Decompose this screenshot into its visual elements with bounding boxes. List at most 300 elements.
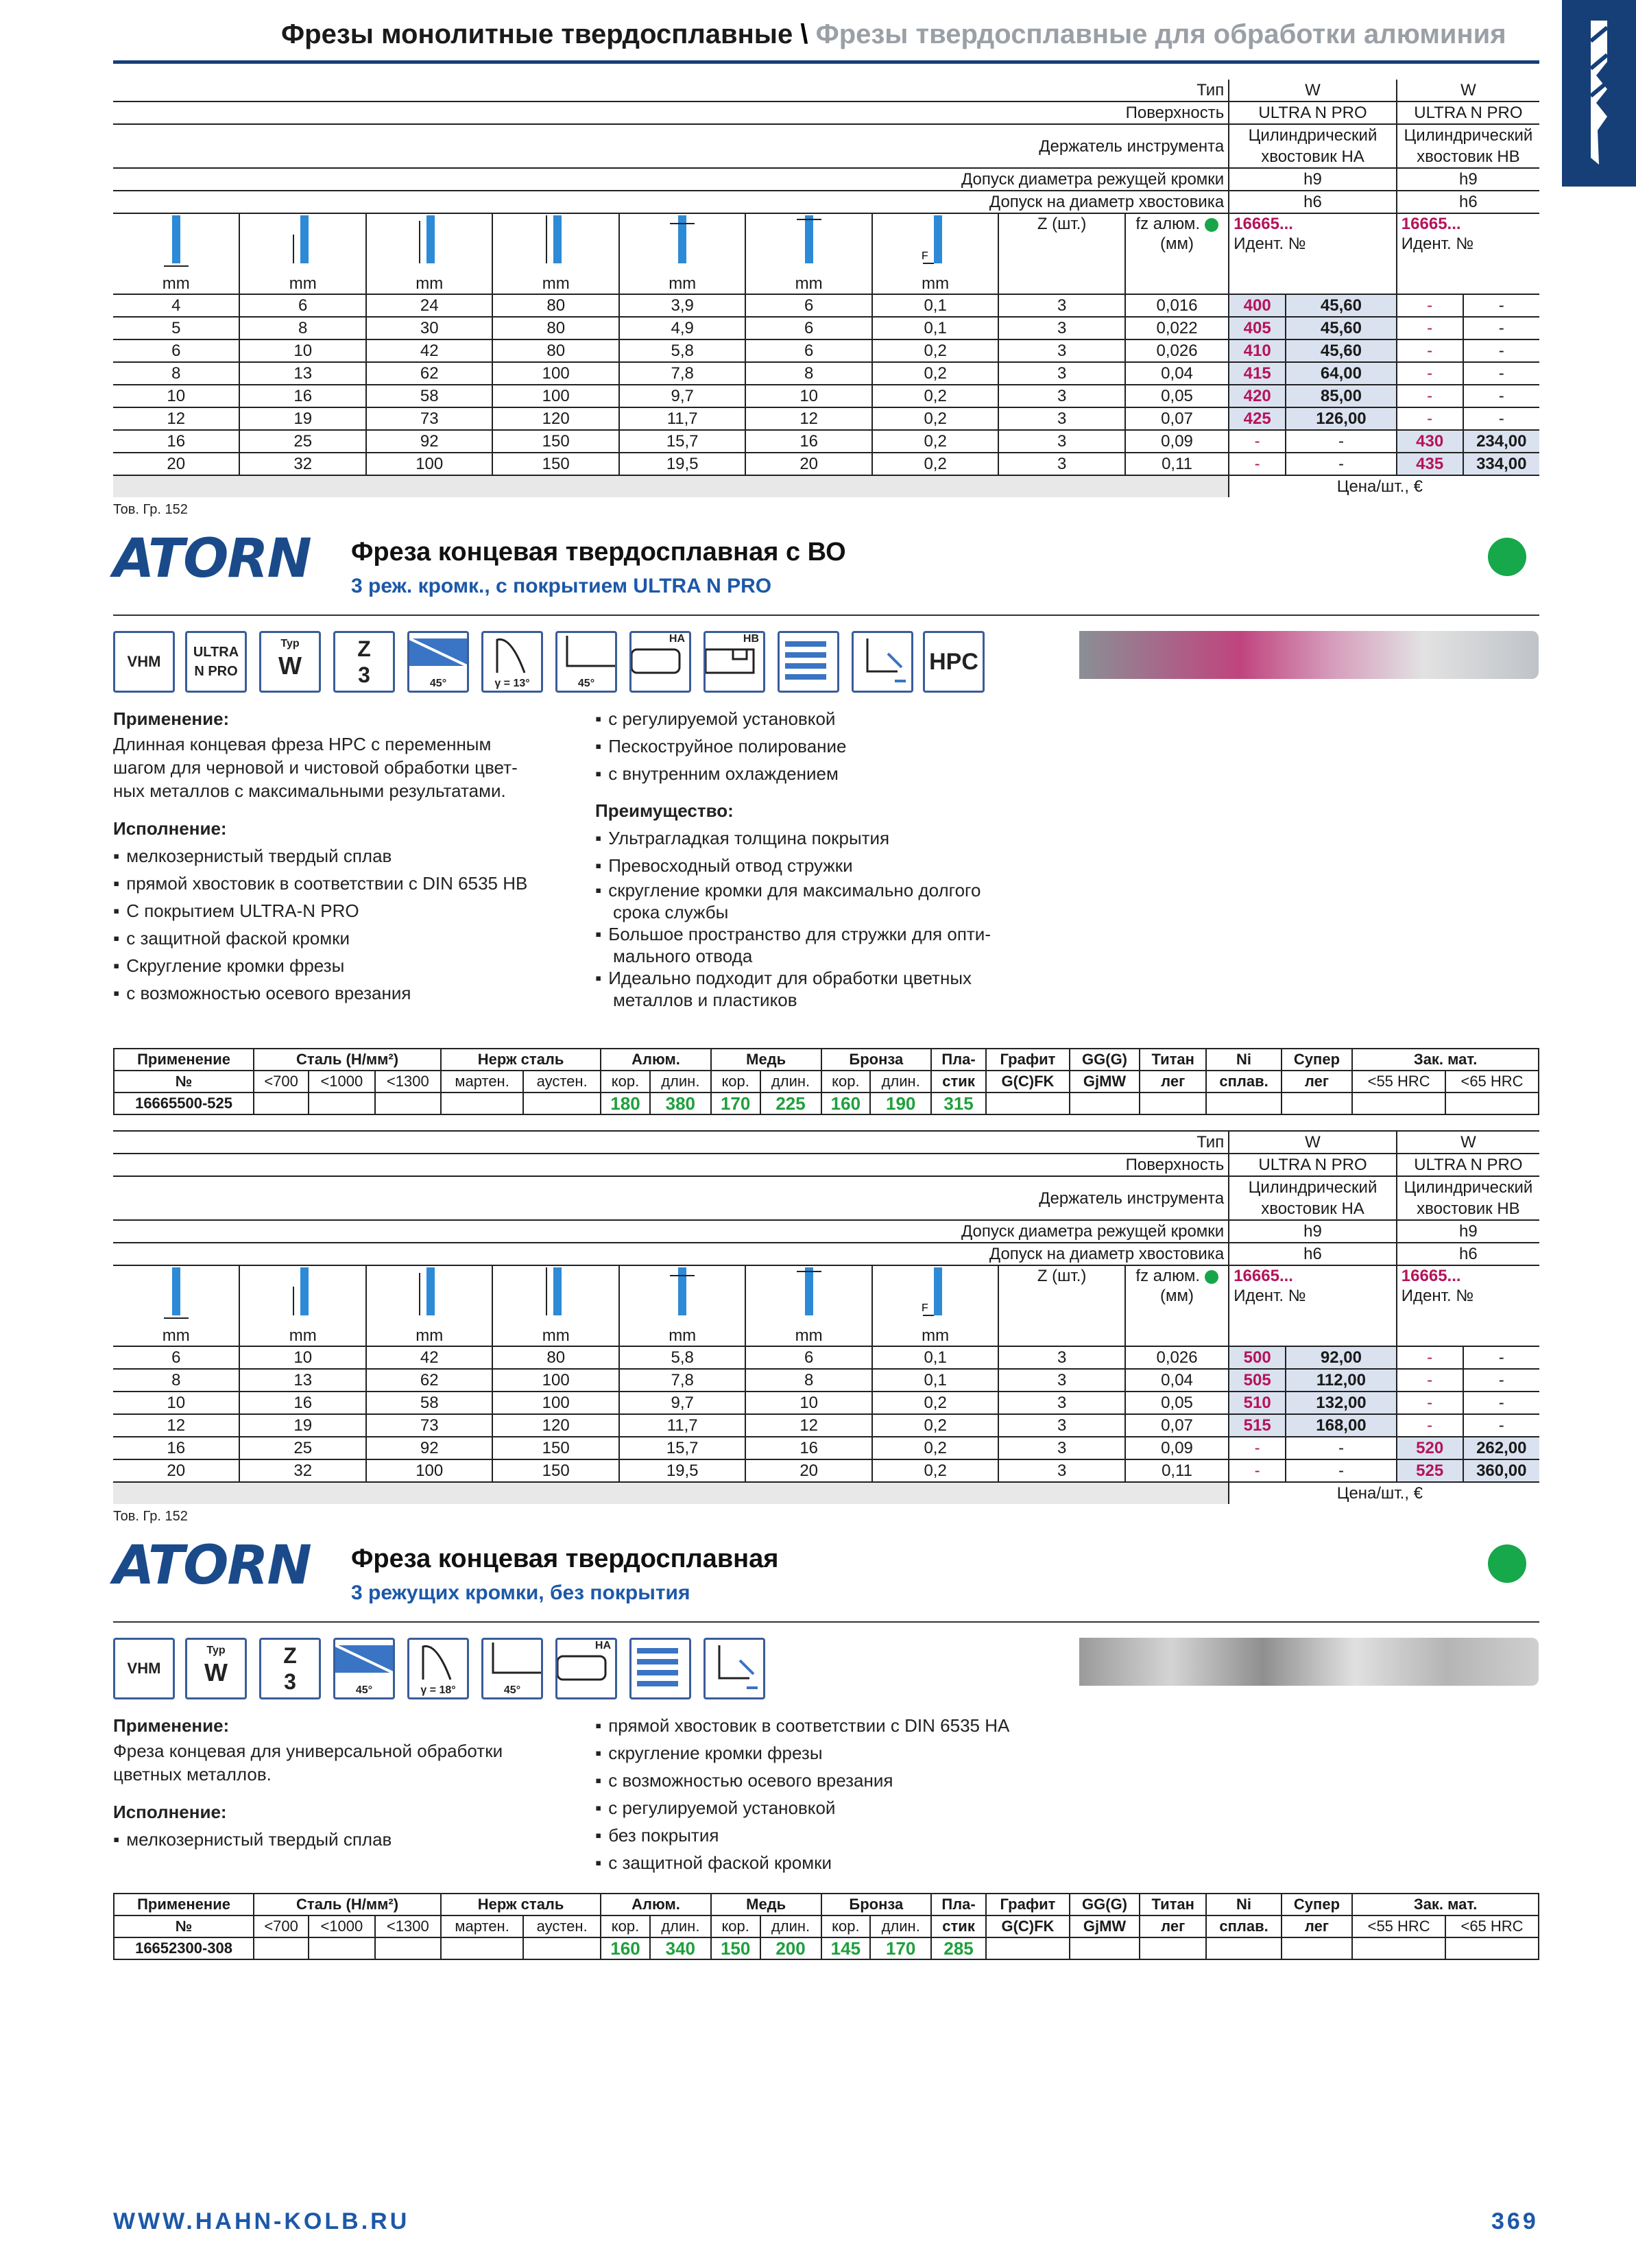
app-subheader-cell: длин. bbox=[870, 1071, 931, 1093]
cutter-d3-icon bbox=[795, 1266, 823, 1321]
table-cell: 32 bbox=[239, 453, 365, 475]
helix-icon: 45° bbox=[333, 1638, 395, 1699]
label-holder: Держатель инструмента bbox=[1039, 136, 1225, 156]
table-cell: 0,2 bbox=[872, 339, 998, 362]
app-header-cell: Сталь (Н/мм²) bbox=[254, 1894, 441, 1915]
col1-tol-shank: h6 bbox=[1229, 191, 1397, 213]
col1-code: 16665... bbox=[1234, 215, 1293, 233]
product-title: Фреза концевая твердосплавная bbox=[351, 1544, 779, 1573]
col1-tol-shank: h6 bbox=[1229, 1243, 1397, 1265]
table-cell: 425 bbox=[1229, 407, 1286, 430]
exec-heading: Исполнение: bbox=[113, 818, 227, 839]
app-header-cell: GG(G) bbox=[1070, 1049, 1140, 1071]
product1-right-text: ▪ с регулируемой установкой ▪ Пескоструйное полирование ▪ с внутренним охлаждением Преимущество: ▪ Ультрагладкая толщина покрытия ▪ Превосходный отвод стружки ▪ скругление кромки для максимально долгого срока службы ▪ Большое пространство для стружки для опти- мального отвода ▪ Идеально подходит для обработки цветных металлов и пластиков bbox=[595, 705, 1061, 1011]
app-subheader-cell: <65 HRC bbox=[1445, 1915, 1539, 1937]
app-subheader-cell: <700 bbox=[254, 1915, 309, 1937]
app-header-cell: Супер bbox=[1282, 1049, 1353, 1071]
table-cell: - bbox=[1286, 430, 1397, 453]
table-cell: 0,1 bbox=[872, 317, 998, 339]
list-item: ▪ Превосходный отвод стружки bbox=[595, 852, 1061, 879]
table-cell: 20 bbox=[745, 1459, 871, 1482]
app-subheader-cell: лег bbox=[1282, 1071, 1353, 1093]
table-cell: - bbox=[1463, 294, 1539, 317]
app-subheader-cell: <1300 bbox=[375, 1915, 441, 1937]
app-subheader-cell: лег bbox=[1282, 1915, 1353, 1937]
dim-icon-f: F mm bbox=[872, 213, 998, 294]
shank-ha-icon: HA bbox=[629, 631, 691, 693]
cutter-chamfer-icon bbox=[922, 214, 949, 269]
type-w-icon: Typ W bbox=[185, 1638, 247, 1699]
status-dot-icon bbox=[1488, 1544, 1526, 1583]
table-cell: 0,1 bbox=[872, 1346, 998, 1369]
table-cell: - bbox=[1229, 430, 1286, 453]
cutter-d3-icon bbox=[795, 214, 823, 269]
table-cell: 515 bbox=[1229, 1414, 1286, 1437]
table-cell: 16 bbox=[167, 432, 186, 451]
table-cell: 12 bbox=[167, 1416, 186, 1435]
table-row bbox=[113, 1346, 1539, 1369]
footer-url[interactable]: WWW.HAHN-KOLB.RU bbox=[113, 2208, 410, 2234]
table-cell: 80 bbox=[492, 317, 618, 339]
table-cell: 0,05 bbox=[1125, 1392, 1229, 1414]
label-fz: fz алюм. bbox=[1135, 215, 1200, 233]
table-cell: 0,2 bbox=[872, 385, 998, 407]
app-header-cell: Применение bbox=[114, 1049, 254, 1071]
app-header-cell: Бронза bbox=[821, 1894, 932, 1915]
app-subheader-cell: кор. bbox=[711, 1915, 760, 1937]
app-subheader-cell: кор. bbox=[711, 1071, 760, 1093]
table-cell: - bbox=[1286, 453, 1397, 475]
table-cell: - bbox=[1463, 317, 1539, 339]
vhm-icon: VHM bbox=[113, 1638, 175, 1699]
table-cell: 435 bbox=[1397, 453, 1463, 475]
col2-holder-2: хвостовик HB bbox=[1397, 146, 1539, 168]
table-cell: - bbox=[1229, 453, 1286, 475]
shank-ha-icon: HA bbox=[555, 1638, 617, 1699]
app-header-cell: Титан bbox=[1140, 1049, 1206, 1071]
svg-text:F: F bbox=[922, 1302, 928, 1314]
app-header-cell: Медь bbox=[711, 1894, 821, 1915]
table-cell: 100 bbox=[492, 1392, 618, 1414]
cutting-speed: 380 bbox=[650, 1093, 711, 1114]
col1-holder-2: хвостовик HA bbox=[1229, 1198, 1397, 1220]
list-item: ▪ Скругление кромки фрезы bbox=[113, 952, 566, 979]
list-item: ▪ прямой хвостовик в соответствии с DIN 6535 HA bbox=[595, 1712, 1075, 1739]
app-subheader-cell: кор. bbox=[601, 1071, 650, 1093]
table-cell: 16 bbox=[745, 1437, 871, 1459]
app-header-cell: Титан bbox=[1140, 1894, 1206, 1915]
cutting-speed: 285 bbox=[931, 1937, 986, 1959]
cutter-l2-icon bbox=[289, 1266, 317, 1321]
table-cell: 0,04 bbox=[1125, 1369, 1229, 1392]
table-cell: 6 bbox=[239, 294, 365, 317]
table-cell: 5,8 bbox=[619, 339, 745, 362]
cutting-speed: 150 bbox=[711, 1937, 760, 1959]
col1-type: W bbox=[1229, 1131, 1397, 1154]
table-cell: 20 bbox=[745, 453, 871, 475]
table-cell: - bbox=[1463, 1414, 1539, 1437]
title-sub: Фрезы твердосплавные для обработки алюминия bbox=[815, 19, 1506, 49]
table-cell: 0,04 bbox=[1125, 362, 1229, 385]
table-cell: 500 bbox=[1229, 1346, 1286, 1369]
app-cell bbox=[1445, 1093, 1539, 1114]
table-row bbox=[113, 1459, 1539, 1482]
price-row-fill bbox=[113, 475, 1229, 497]
type-w-icon: Typ W bbox=[259, 631, 321, 693]
table-cell: 0,11 bbox=[1125, 1459, 1229, 1482]
cutter-d1-icon bbox=[163, 214, 190, 269]
app-cell bbox=[1206, 1937, 1281, 1959]
app-subheader-cell: длин. bbox=[760, 1071, 821, 1093]
table-cell: 168,00 bbox=[1286, 1414, 1397, 1437]
table-cell: 510 bbox=[1229, 1392, 1286, 1414]
cutter-d2-icon bbox=[669, 214, 696, 269]
product2-right-text bbox=[595, 1712, 1075, 1876]
table-cell: 12 bbox=[745, 407, 871, 430]
table-cell: - bbox=[1397, 317, 1463, 339]
table-cell: 92 bbox=[366, 1437, 492, 1459]
table-cell: 100 bbox=[366, 453, 492, 475]
table-cell: 4,9 bbox=[619, 317, 745, 339]
table-cell: 19 bbox=[239, 1414, 365, 1437]
status-dot-icon bbox=[1488, 538, 1526, 576]
table-cell: 9,7 bbox=[619, 385, 745, 407]
table-cell: - bbox=[1286, 1437, 1397, 1459]
table-cell: 0,2 bbox=[872, 453, 998, 475]
app-cell bbox=[986, 1093, 1070, 1114]
cutter-d2-icon bbox=[669, 1266, 696, 1321]
app-subheader-cell: G(C)FK bbox=[986, 1915, 1070, 1937]
table-cell: 8 bbox=[745, 362, 871, 385]
table-cell: 92 bbox=[366, 430, 492, 453]
section-rule bbox=[113, 614, 1539, 616]
app-header-cell: Ni bbox=[1206, 1049, 1281, 1071]
cutting-speed: 170 bbox=[711, 1093, 760, 1114]
product-subtitle: 3 режущих кромки, без покрытия bbox=[351, 1581, 690, 1604]
table-cell: 0,1 bbox=[872, 1369, 998, 1392]
table-cell: - bbox=[1397, 1414, 1463, 1437]
header-rule bbox=[113, 60, 1539, 64]
app-header-cell: Зак. мат. bbox=[1352, 1894, 1539, 1915]
cutter-d1-icon bbox=[163, 1266, 190, 1321]
app-subheader-cell: GjMW bbox=[1070, 1071, 1140, 1093]
shank-hb-icon: HB bbox=[703, 631, 765, 693]
table-cell: 16 bbox=[167, 1439, 186, 1457]
table-row bbox=[113, 362, 1539, 385]
table-cell: 12 bbox=[167, 409, 186, 428]
app-subheader-cell: кор. bbox=[821, 1071, 871, 1093]
app-subheader-cell: G(C)FK bbox=[986, 1071, 1070, 1093]
table-cell: 150 bbox=[492, 453, 618, 475]
list-item: ▪ без покрытия bbox=[595, 1822, 1075, 1849]
cutting-speed: 225 bbox=[760, 1093, 821, 1114]
table-cell: 80 bbox=[492, 294, 618, 317]
app-subheader-cell: <65 HRC bbox=[1445, 1071, 1539, 1093]
table-cell: 0,11 bbox=[1125, 453, 1229, 475]
col2-tol-shank: h6 bbox=[1397, 1243, 1539, 1265]
table-cell: 405 bbox=[1229, 317, 1286, 339]
label-surface: Поверхность bbox=[1125, 1156, 1225, 1174]
col1-holder-2: хвостовик HA bbox=[1229, 146, 1397, 168]
table-cell: 15,7 bbox=[619, 1437, 745, 1459]
table-cell: - bbox=[1397, 1369, 1463, 1392]
app-subheader-cell: длин. bbox=[870, 1915, 931, 1937]
app-subheader-cell: лег bbox=[1140, 1915, 1206, 1937]
app-header-cell: Нерж сталь bbox=[441, 1894, 601, 1915]
col2-type: W bbox=[1397, 1131, 1539, 1154]
table-cell: 3 bbox=[998, 407, 1124, 430]
app-cell bbox=[254, 1937, 309, 1959]
list-item: ▪ Большое пространство для стружки для опти- bbox=[595, 923, 1061, 945]
table-cell: - bbox=[1286, 1459, 1397, 1482]
vhm-icon: VHM bbox=[113, 631, 175, 693]
table-cell: 80 bbox=[492, 1346, 618, 1369]
list-item: ▪ с регулируемой установкой bbox=[595, 705, 1061, 732]
table-cell: 360,00 bbox=[1463, 1459, 1539, 1482]
product2-left-text: Применение: Фреза концевая для универсальной обработки цветных металлов. Исполнение: ▪ мелкозернистый твердый сплав bbox=[113, 1712, 566, 1853]
table-cell: 85,00 bbox=[1286, 385, 1397, 407]
app-subheader-cell: аустен. bbox=[523, 1071, 601, 1093]
table-cell: 13 bbox=[239, 362, 365, 385]
category-tab bbox=[1562, 0, 1636, 187]
list-item: ▪ с возможностью осевого врезания bbox=[595, 1767, 1075, 1794]
app-header-cell: Супер bbox=[1282, 1894, 1353, 1915]
table-cell: 100 bbox=[366, 1459, 492, 1482]
table-cell: 73 bbox=[366, 1414, 492, 1437]
dim-icon-d2: mm bbox=[619, 1265, 745, 1346]
table-cell: 45,60 bbox=[1286, 339, 1397, 362]
table-cell: - bbox=[1463, 1369, 1539, 1392]
hpc-icon: HPC bbox=[923, 631, 985, 693]
drill-icon bbox=[1577, 21, 1621, 165]
table-cell: 334,00 bbox=[1463, 453, 1539, 475]
table-cell: 7,8 bbox=[619, 362, 745, 385]
col1-code-cell: 16665... Идент. № bbox=[1229, 213, 1397, 294]
table-cell: - bbox=[1463, 1392, 1539, 1414]
table-cell: 62 bbox=[366, 1369, 492, 1392]
label-tol-cut: Допуск диаметра режущей кромки bbox=[961, 170, 1225, 189]
table-cell: 4 bbox=[171, 296, 181, 315]
col2-surface: ULTRA N PRO bbox=[1397, 102, 1539, 124]
table-cell: 0,07 bbox=[1125, 407, 1229, 430]
table-cell: 505 bbox=[1229, 1369, 1286, 1392]
table-cell: 520 bbox=[1397, 1437, 1463, 1459]
table-cell: 112,00 bbox=[1286, 1369, 1397, 1392]
col2-code-cell: 16665... Идент. № bbox=[1397, 1265, 1539, 1346]
app-subheader-cell: аустен. bbox=[523, 1915, 601, 1937]
table-cell: 8 bbox=[745, 1369, 871, 1392]
page-title bbox=[281, 19, 1506, 50]
label-tol-shank: Допуск на диаметр хвостовика bbox=[989, 1245, 1225, 1263]
cutting-speed: 200 bbox=[760, 1937, 821, 1959]
app-cell bbox=[1282, 1093, 1353, 1114]
table-cell: 3 bbox=[998, 362, 1124, 385]
table-row bbox=[113, 1369, 1539, 1392]
app-subheader-cell: стик bbox=[931, 1071, 986, 1093]
application-table-1 bbox=[113, 1048, 1539, 1115]
table-cell: 11,7 bbox=[619, 407, 745, 430]
cutting-speed: 340 bbox=[650, 1937, 711, 1959]
rake-angle-icon: γ = 18° bbox=[407, 1638, 469, 1699]
roughing-finishing-icon bbox=[778, 631, 839, 693]
table-cell: 0,2 bbox=[872, 407, 998, 430]
app-subheader-cell: сплав. bbox=[1206, 1915, 1281, 1937]
table-cell: 3 bbox=[998, 1346, 1124, 1369]
app-header-cell: Медь bbox=[711, 1049, 821, 1071]
cutter-l3-icon bbox=[416, 1266, 443, 1321]
table-cell: 126,00 bbox=[1286, 407, 1397, 430]
app-header-cell: Бронза bbox=[821, 1049, 932, 1071]
table-cell: 234,00 bbox=[1463, 430, 1539, 453]
table-cell: 0,2 bbox=[872, 1414, 998, 1437]
table-cell: 5,8 bbox=[619, 1346, 745, 1369]
list-item: ▪ мелкозернистый твердый сплав bbox=[113, 842, 566, 870]
col1-holder-1: Цилиндрический bbox=[1229, 124, 1397, 146]
app-header-cell: Графит bbox=[986, 1049, 1070, 1071]
table-row bbox=[113, 407, 1539, 430]
table-cell: 32 bbox=[239, 1459, 365, 1482]
dim-icon-d1: mm bbox=[113, 1265, 239, 1346]
table-cell: 3 bbox=[998, 430, 1124, 453]
table-cell: 3 bbox=[998, 317, 1124, 339]
col1-type: W bbox=[1229, 80, 1397, 102]
app-subheader-cell: <1300 bbox=[375, 1071, 441, 1093]
app-subheader-cell: длин. bbox=[760, 1915, 821, 1937]
app-cell bbox=[986, 1937, 1070, 1959]
table-cell: 6 bbox=[745, 294, 871, 317]
table-row bbox=[113, 339, 1539, 362]
table-cell: 100 bbox=[492, 362, 618, 385]
table-cell: 9,7 bbox=[619, 1392, 745, 1414]
table-cell: 0,2 bbox=[872, 1459, 998, 1482]
table-cell: 25 bbox=[239, 1437, 365, 1459]
table-cell: - bbox=[1463, 1346, 1539, 1369]
table-cell: 6 bbox=[745, 1346, 871, 1369]
table-cell: 58 bbox=[366, 385, 492, 407]
plunge-icon bbox=[703, 1638, 765, 1699]
chamfer-icon: 45° bbox=[481, 1638, 543, 1699]
table-cell: 10 bbox=[745, 1392, 871, 1414]
table-cell: 3 bbox=[998, 1414, 1124, 1437]
app-header-cell: Алюм. bbox=[601, 1894, 711, 1915]
table-cell: 8 bbox=[171, 364, 181, 383]
roughing-finishing-icon bbox=[629, 1638, 691, 1699]
dim-icon-l2: mm bbox=[239, 213, 365, 294]
cutting-speed: 190 bbox=[870, 1093, 931, 1114]
app-subheader-cell: длин. bbox=[650, 1071, 711, 1093]
col1-code: 16665... bbox=[1234, 1267, 1293, 1285]
table-row bbox=[113, 385, 1539, 407]
list-item: ▪ скругление кромки для максимально долгого bbox=[595, 879, 1061, 901]
col1-holder-1: Цилиндрический bbox=[1229, 1176, 1397, 1198]
table-cell: 25 bbox=[239, 430, 365, 453]
table-cell: 410 bbox=[1229, 339, 1286, 362]
table-row bbox=[113, 317, 1539, 339]
app-header-cell: Ni bbox=[1206, 1894, 1281, 1915]
app-subheader-cell: <55 HRC bbox=[1352, 1071, 1445, 1093]
table-cell: 0,026 bbox=[1125, 1346, 1229, 1369]
title-separator: \ bbox=[800, 19, 808, 49]
table-cell: 12 bbox=[745, 1414, 871, 1437]
label-type: Тип bbox=[1196, 81, 1225, 99]
app-header-cell: Пла- bbox=[931, 1894, 986, 1915]
app-header-cell: Нерж сталь bbox=[441, 1049, 601, 1071]
table-cell: 45,60 bbox=[1286, 317, 1397, 339]
table-cell: - bbox=[1463, 362, 1539, 385]
label-tol-shank: Допуск на диаметр хвостовика bbox=[989, 193, 1225, 211]
app-subheader-cell: № bbox=[114, 1071, 254, 1093]
table-cell: 45,60 bbox=[1286, 294, 1397, 317]
app-subheader-cell: стик bbox=[931, 1915, 986, 1937]
dim-icon-d3: mm bbox=[745, 213, 871, 294]
list-item: ▪ с защитной фаской кромки bbox=[595, 1849, 1075, 1876]
table-cell: 30 bbox=[366, 317, 492, 339]
table-cell: - bbox=[1397, 1392, 1463, 1414]
cutting-speed: 180 bbox=[601, 1093, 650, 1114]
z3-icon: Z 3 bbox=[333, 631, 395, 693]
table-cell: 13 bbox=[239, 1369, 365, 1392]
product-group: Тов. Гр. 152 bbox=[113, 1509, 188, 1524]
table-cell: 10 bbox=[239, 1346, 365, 1369]
table-cell: - bbox=[1229, 1437, 1286, 1459]
label-fz-cell: fz алюм. (мм) bbox=[1125, 213, 1229, 294]
app-cell bbox=[254, 1093, 309, 1114]
table-cell: - bbox=[1397, 294, 1463, 317]
app-subheader-cell: лег bbox=[1140, 1071, 1206, 1093]
app-cell bbox=[375, 1937, 441, 1959]
product-image-uncoated-cutter bbox=[1079, 1638, 1539, 1686]
adv-heading: Преимущество: bbox=[595, 800, 734, 821]
table-cell: 80 bbox=[492, 339, 618, 362]
table-cell: 16 bbox=[239, 1392, 365, 1414]
table-cell: 0,016 bbox=[1125, 294, 1229, 317]
table-cell: - bbox=[1397, 339, 1463, 362]
app-cell bbox=[441, 1093, 523, 1114]
table-cell: 58 bbox=[366, 1392, 492, 1414]
cutting-speed: 145 bbox=[821, 1937, 871, 1959]
app-cell bbox=[1140, 1937, 1206, 1959]
cutting-speed: 315 bbox=[931, 1093, 986, 1114]
table-cell: - bbox=[1463, 385, 1539, 407]
table-cell: 3 bbox=[998, 294, 1124, 317]
article-number: 16652300-308 bbox=[114, 1937, 254, 1959]
table-cell: 120 bbox=[492, 1414, 618, 1437]
article-number: 16665500-525 bbox=[114, 1093, 254, 1114]
price-row-fill bbox=[113, 1482, 1229, 1504]
table-cell: 92,00 bbox=[1286, 1346, 1397, 1369]
table-cell: - bbox=[1397, 407, 1463, 430]
app-header-cell: Сталь (Н/мм²) bbox=[254, 1049, 441, 1071]
app-header-cell: Алюм. bbox=[601, 1049, 711, 1071]
spec-table-2 bbox=[113, 1130, 1539, 1504]
table-cell: 73 bbox=[366, 407, 492, 430]
table-cell: 100 bbox=[492, 385, 618, 407]
cutting-speed: 160 bbox=[821, 1093, 871, 1114]
table-cell: 0,2 bbox=[872, 362, 998, 385]
app-subheader-cell: кор. bbox=[601, 1915, 650, 1937]
table-cell: 6 bbox=[745, 317, 871, 339]
helix-icon: 45° bbox=[407, 631, 469, 693]
table-cell: 62 bbox=[366, 362, 492, 385]
dim-icon-l2: mm bbox=[239, 1265, 365, 1346]
table-cell: 16 bbox=[745, 430, 871, 453]
table-cell: 19,5 bbox=[619, 1459, 745, 1482]
table-cell: 64,00 bbox=[1286, 362, 1397, 385]
label-fz-cell: fz алюм. (мм) bbox=[1125, 1265, 1229, 1346]
list-item: ▪ Идеально подходит для обработки цветных bbox=[595, 967, 1061, 989]
cutting-speed: 170 bbox=[870, 1937, 931, 1959]
cutter-l1-icon bbox=[542, 214, 570, 269]
